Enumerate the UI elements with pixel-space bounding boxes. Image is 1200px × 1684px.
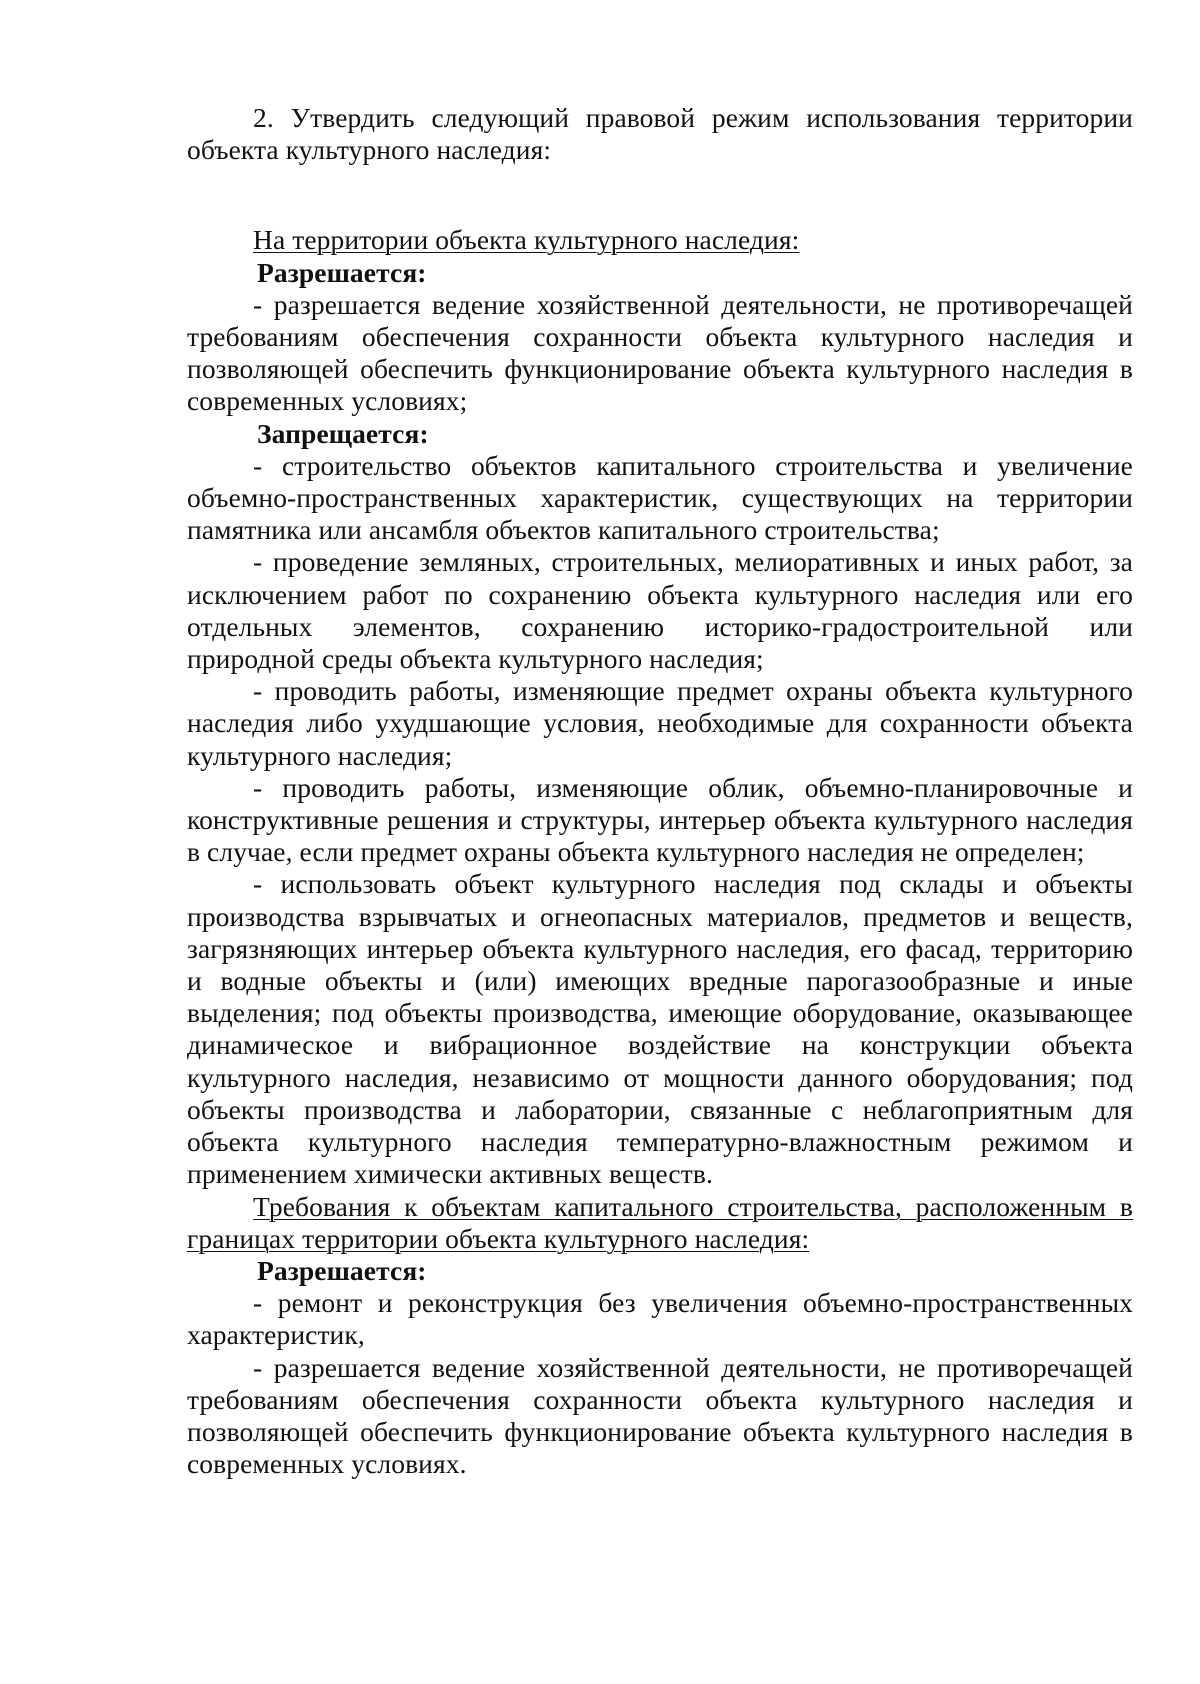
document-page [187,102,1133,1480]
section1-forbidden-label: Запрещается: [257,417,429,449]
section2-allowed-item: - разрешается ведение хозяйственной деятельности, не противоречащей требованиям обеспечения сохранности объекта культурного наследия и позволяющей обеспечить функционирование объекта культурного наследия в современных условиях. [187,1351,1133,1480]
section2-allowed-label: Разрешается: [257,1254,427,1286]
section1-forbidden-item: - проведение земляных, строительных, мелиоративных и иных работ, за исключением работ по сохранению объекта культурного наследия или его отдельных элементов, сохранению историко-градостроительной или природной среды объекта культурного наследия; [187,546,1133,675]
intro-paragraph: 2. Утвердить следующий правовой режим использования территории объекта культурного наследия: [187,102,1133,166]
section1-forbidden-item: - использовать объект культурного наследия под склады и объекты производства взрывчатых и огнеопасных материалов, предметов и веществ, загрязняющих интерьер объекта культурного наследия, его фасад, территорию и водные объекты и (или) имеющих вредные парогазообразные и иные выделения; под объекты производства, имеющие оборудование, оказывающее динамическое и вибрационное воздействие на конструкции объекта культурного наследия, независимо от мощности данного оборудования; под объекты производства и лаборатории, связанные с неблагоприятным для объекта культурного наследия температурно-влажностным режимом и применением химически активных веществ. [187,868,1133,1190]
section1-forbidden-item: - проводить работы, изменяющие облик, объемно-планировочные и конструктивные решения и структуры, интерьер объекта культурного наследия в случае, если предмет охраны объекта культурного наследия не определен; [187,771,1133,868]
section2-allowed-item: - ремонт и реконструкция без увеличения объемно-пространственных характеристик, [187,1287,1133,1351]
section2-heading: Требования к объектам капитального строительства, расположенным в границах территории объекта культурного наследия: [187,1190,1133,1254]
section1-forbidden-item: - строительство объектов капитального строительства и увеличение объемно-пространственных характеристик, существующих на территории памятника или ансамбля объектов капитального строительства; [187,449,1133,546]
section1-heading: На территории объекта культурного наследия: [253,224,800,256]
section1-allowed-label: Разрешается: [257,256,427,288]
spacer [187,166,1133,224]
section1-allowed-item: - разрешается ведение хозяйственной деятельности, не противоречащей требованиям обеспечения сохранности объекта культурного наследия и позволяющей обеспечить функционирование объекта культурного наследия в современных условиях; [187,288,1133,417]
section1-forbidden-item: - проводить работы, изменяющие предмет охраны объекта культурного наследия либо ухудшающие условия, необходимые для сохранности объекта культурного наследия; [187,675,1133,771]
